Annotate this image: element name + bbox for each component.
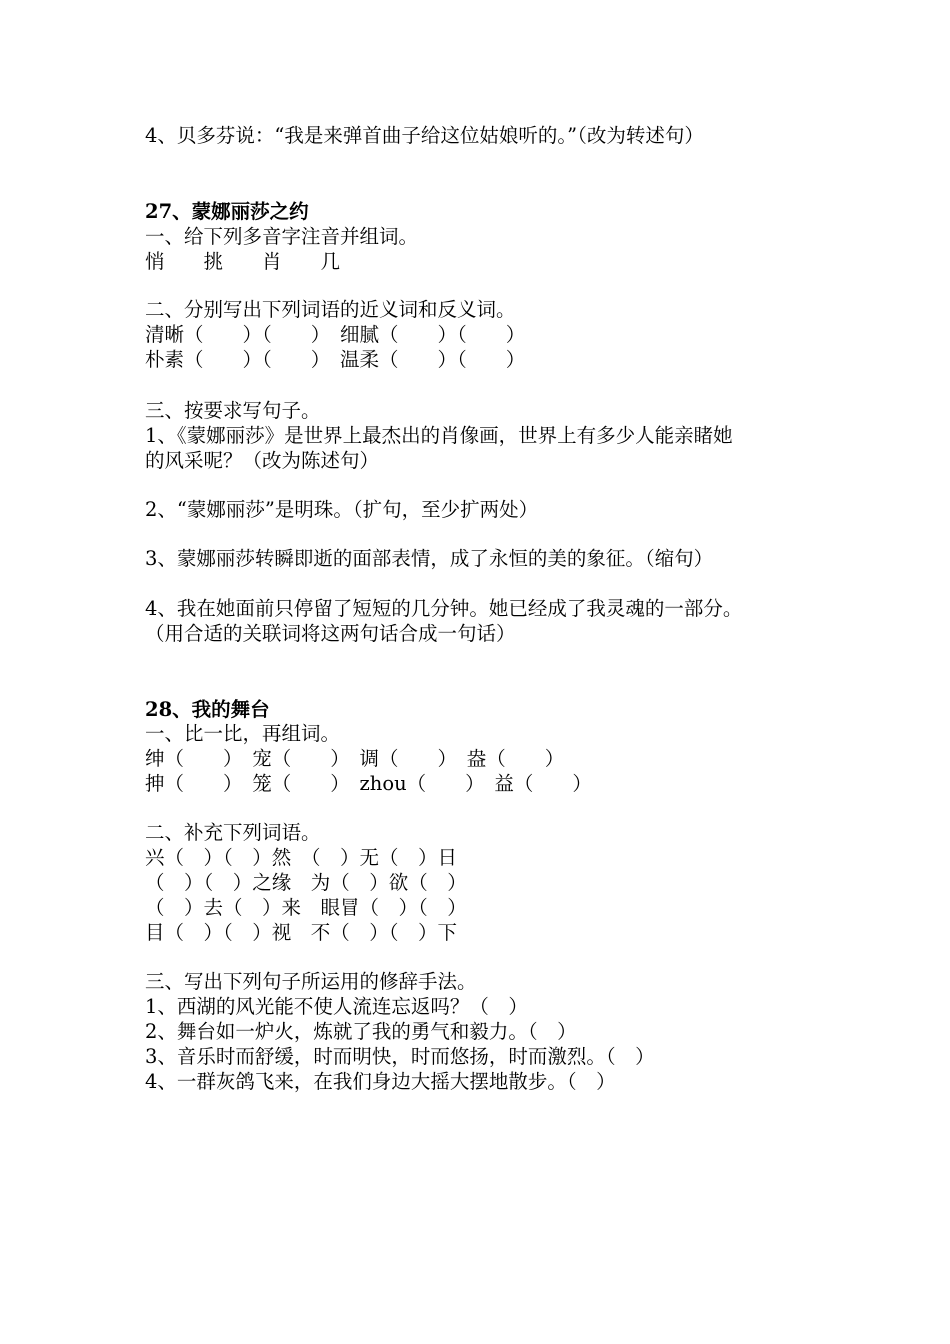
section-28-title: 28、我的舞台: [145, 698, 270, 721]
s27-q1-heading: 一、给下列多音字注音并组词。: [145, 225, 419, 248]
s27-q1-chars: 悄 挑 肖 几: [145, 250, 341, 273]
section-27-title: 27、蒙娜丽莎之约: [145, 200, 309, 223]
s28-q3-item-4: 4、一群灰鸽飞来，在我们身边大摇大摆地散步。（ ）: [145, 1070, 616, 1093]
s27-q3-item-2: 2、“蒙娜丽莎”是明珠。（扩句，至少扩两处）: [145, 498, 539, 521]
s27-q3-item-3: 3、蒙娜丽莎转瞬即逝的面部表情，成了永恒的美的象征。（缩句）: [145, 547, 714, 570]
s28-q2-row-4: 目（ ）（ ）视 不（ ）（ ）下: [145, 921, 458, 944]
s27-q2-heading: 二、分别写出下列词语的近义词和反义词。: [145, 298, 516, 321]
s28-q2-row-3: （ ）去（ ）来 眼冒（ ）（ ）: [145, 896, 467, 919]
s28-q3-heading: 三、写出下列句子所运用的修辞手法。: [145, 970, 477, 993]
s27-q3-heading: 三、按要求写句子。: [145, 399, 321, 422]
s28-q2-row-2: （ ）（ ）之缘 为（ ）欲（ ）: [145, 871, 467, 894]
s26-question-4: 4、贝多芬说：“我是来弹首曲子给这位姑娘听的。”（改为转述句）: [145, 124, 704, 147]
s28-q2-row-1: 兴（ ）（ ）然 （ ）无（ ）日: [145, 846, 458, 869]
s27-q2-row-1: 清晰（ ）（ ） 细腻（ ）（ ）: [145, 323, 526, 346]
s28-q1-heading: 一、比一比，再组词。: [145, 722, 341, 745]
s28-q1-row-1: 绅（ ） 宠（ ） 调（ ） 盎（ ）: [145, 747, 565, 770]
s28-q3-item-2: 2、舞台如一炉火，炼就了我的勇气和毅力。（ ）: [145, 1020, 577, 1043]
s28-q1-row-2: 抻（ ） 笼（ ） zhou（ ） 益（ ）: [145, 772, 592, 795]
s27-q3-item-1-line-2: 的风采呢？（改为陈述句）: [145, 449, 380, 472]
s27-q3-item-4-line-2: （用合适的关联词将这两句话合成一句话）: [145, 622, 516, 645]
s27-q2-row-2: 朴素（ ）（ ） 温柔（ ）（ ）: [145, 348, 526, 371]
s28-q3-item-3: 3、音乐时而舒缓，时而明快，时而悠扬，时而激烈。（ ）: [145, 1045, 655, 1068]
s28-q2-heading: 二、补充下列词语。: [145, 821, 321, 844]
s27-q3-item-1-line-1: 1、《蒙娜丽莎》是世界上最杰出的肖像画，世界上有多少人能亲睹她: [145, 424, 733, 447]
s27-q3-item-4-line-1: 4、我在她面前只停留了短短的几分钟。她已经成了我灵魂的一部分。: [145, 597, 743, 620]
s28-q3-item-1: 1、西湖的风光能不使人流连忘返吗？（ ）: [145, 995, 528, 1018]
